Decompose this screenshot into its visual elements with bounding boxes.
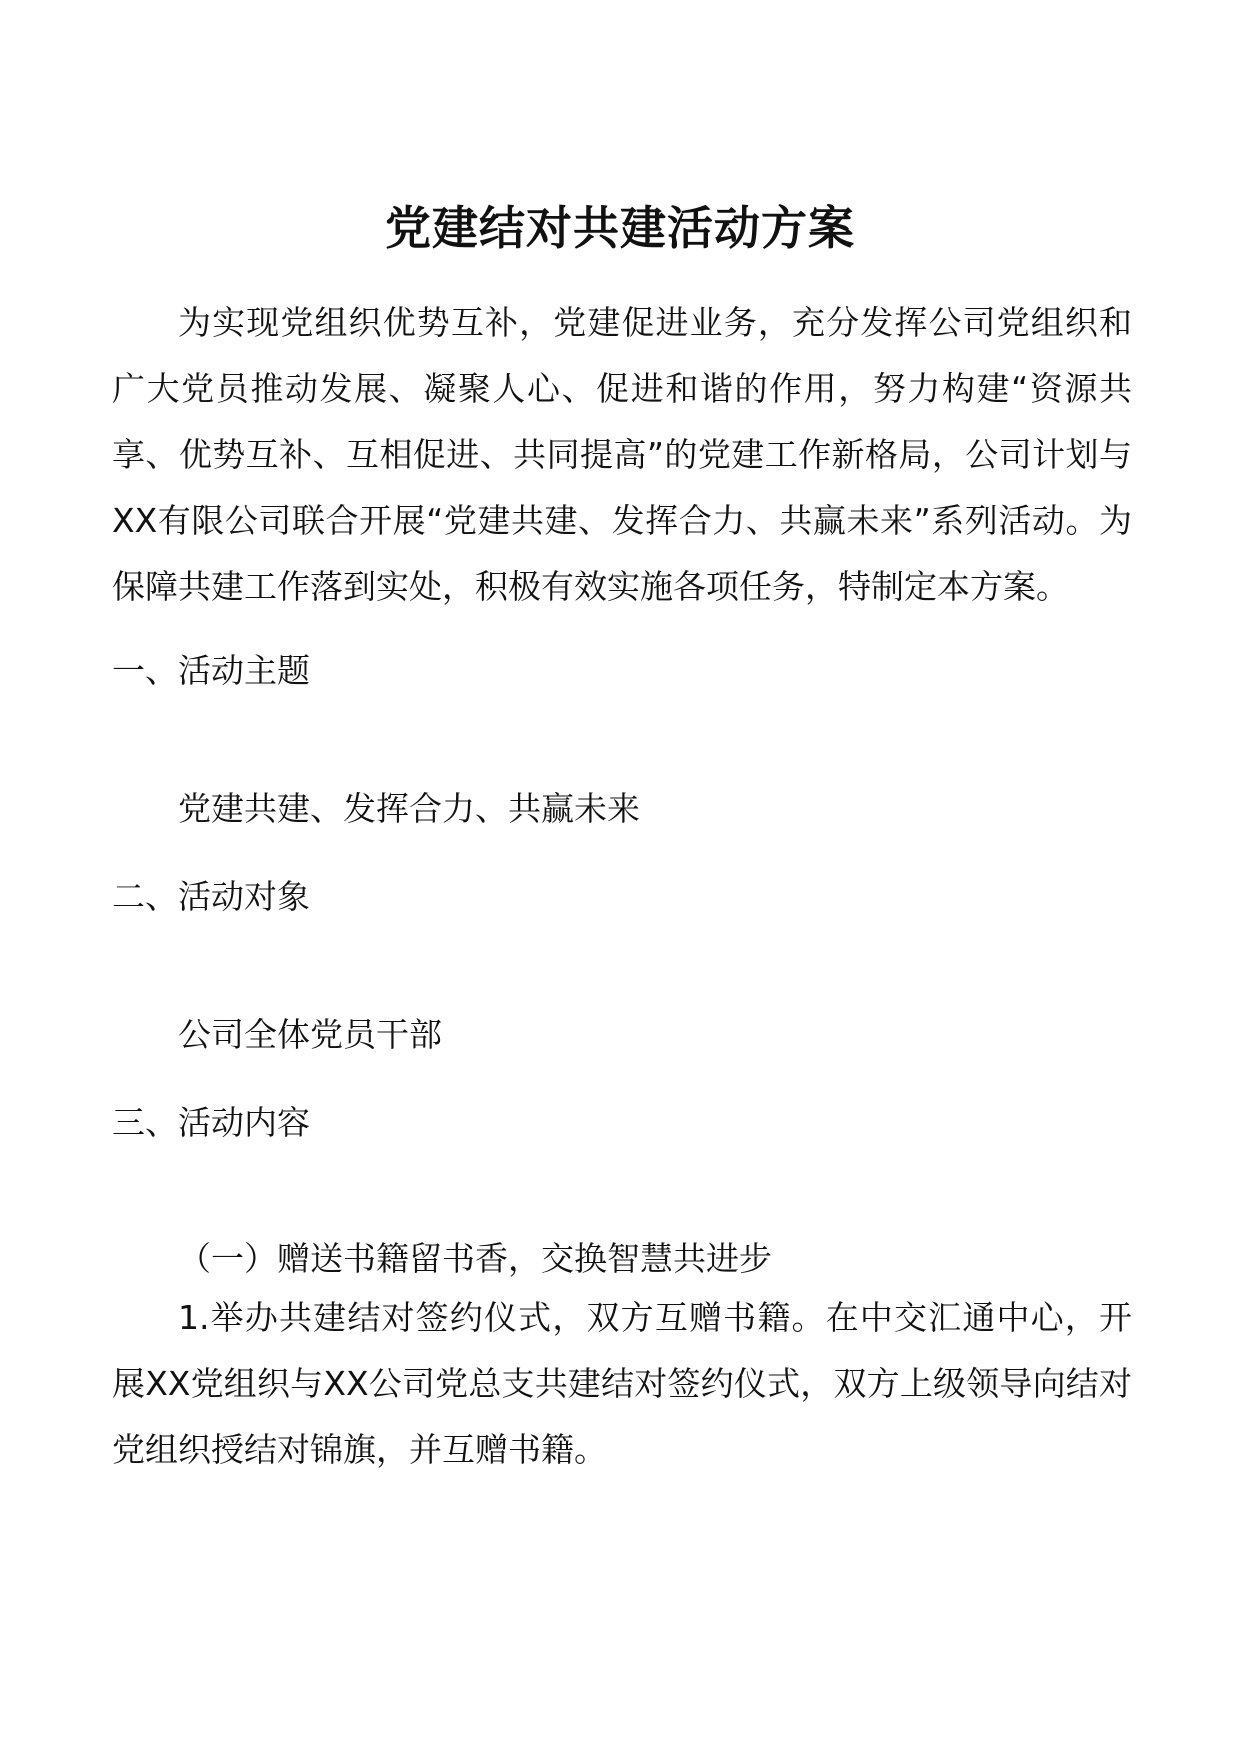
section-heading-target: 二、活动对象 [112,877,310,916]
section-heading-content: 三、活动内容 [112,1103,310,1142]
section-heading-theme: 一、活动主题 [112,651,310,690]
section-content-theme: 党建共建、发挥合力、共赢未来 [178,789,640,828]
document-title: 党建结对共建活动方案 [385,201,855,255]
subsection-heading: （一）赠送书籍留书香，交换智慧共进步 [178,1239,772,1278]
intro-paragraph: 为实现党组织优势互补，党建促进业务，充分发挥公司党组织和广大党员推动发展、凝聚人心、促进和谐的作用，努力构建“资源共享、优势互补、互相促进、共同提高”的党建工作新格局，公司计划与XX有限公司联合开展“党建共建、发挥合力、共赢未来”系列活动。为保障共建工作落到实处，积极有效实施各项任务，特制定本方案。 [112,303,1132,606]
subsection-item-1: 1.举办共建结对签约仪式，双方互赠书籍。在中交汇通中心，开展XX党组织与XX公司党总支共建结对签约仪式，双方上级领导向结对党组织授结对锦旗，并互赠书籍。 [112,1298,1132,1469]
section-content-target: 公司全体党员干部 [178,1015,442,1054]
